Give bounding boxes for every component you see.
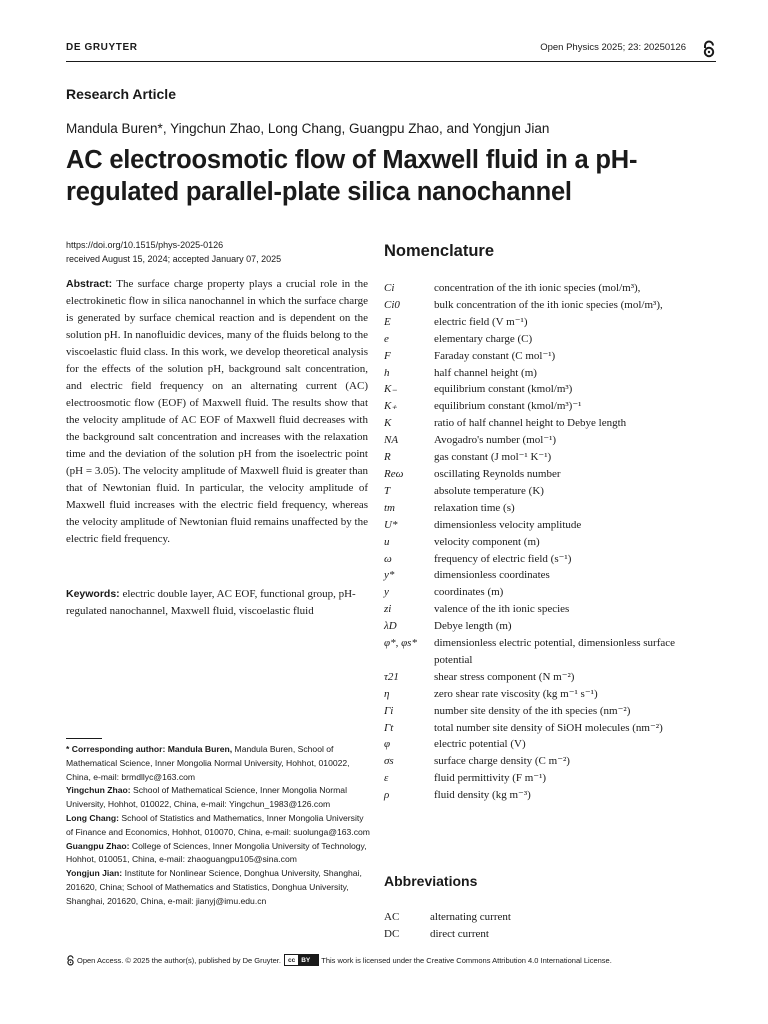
publisher-name: DE GRUYTER [66, 42, 138, 53]
nomenclature-definition: shear stress component (N m⁻²) [434, 670, 575, 683]
cc-badge-right: BY [298, 955, 318, 965]
cc-by-badge-icon[interactable] [284, 954, 319, 966]
nomenclature-item [384, 398, 704, 415]
nomenclature-item [384, 449, 704, 466]
nomenclature-item [384, 669, 704, 686]
author-list: Mandula Buren*, Yingchun Zhao, Long Chang, Guangpu Zhao, and Yongjun Jian [66, 121, 550, 136]
abbreviation-definition: direct current [430, 927, 489, 940]
nomenclature-definition: velocity component (m) [434, 535, 540, 548]
nomenclature-symbol: NA [384, 434, 399, 447]
nomenclature-definition: bulk concentration of the ith ionic species (mol/m³), [434, 298, 663, 311]
open-access-statement: Open Access. © 2025 the author(s), published by De Gruyter. [77, 955, 281, 965]
nomenclature-item [384, 297, 704, 314]
nomenclature-item [384, 500, 704, 517]
abbreviation-definition: alternating current [430, 911, 511, 923]
open-access-icon [702, 40, 716, 58]
nomenclature-symbol: tm [384, 501, 395, 514]
footnote-item: * Corresponding author: Mandula Buren, Mandula Buren, School of Mathematical Science, Inner Mongolia Normal University, Hohhot, 010022, China, e-mail: brmdllyc@163.com [66, 744, 350, 782]
nomenclature-item [384, 466, 704, 483]
nomenclature-definition: dimensionless coordinates [434, 569, 550, 582]
footnote-item: Guangpu Zhao: College of Sciences, Inner Mongolia University of Technology, Hohhot, 010051, China, e-mail: zhaoguangpu105@sina.com [66, 840, 367, 865]
nomenclature-definition: total number site density of SiOH molecules (nm⁻²) [434, 721, 663, 734]
nomenclature-symbol: K₋ [384, 383, 398, 396]
nomenclature-symbol: ε [384, 772, 389, 785]
nomenclature-item [384, 331, 704, 348]
author-affiliations [66, 743, 372, 909]
abbreviations-list [384, 909, 684, 942]
nomenclature-list [384, 280, 704, 804]
nomenclature-definition: equilibrium constant (kmol/m³)⁻¹ [434, 400, 582, 413]
nomenclature-symbol: Reω [384, 467, 404, 480]
keywords-text: electric double layer, AC EOF, functional group, pH-regulated nanochannel, Maxwell fluid, viscoelastic fluid [66, 588, 356, 617]
footnote-item: Yongjun Jian: Institute for Nonlinear Science, Donghua University, Shanghai, 201620, China; School of Mathematics and Statistics, Donghua University, Shanghai, 201620, China, e-mail: jianyj@imu.edu.cn [66, 868, 362, 906]
nomenclature-definition: Faraday constant (C mol⁻¹) [434, 349, 556, 362]
doi-link[interactable]: https://doi.org/10.1515/phys-2025-0126 [66, 240, 224, 250]
nomenclature-symbol: zi [384, 603, 392, 616]
nomenclature-item [384, 551, 704, 568]
nomenclature-symbol: K [384, 417, 392, 430]
nomenclature-symbol: λD [384, 620, 397, 633]
nomenclature-definition: surface charge density (C m⁻²) [434, 755, 570, 768]
license-statement: This work is licensed under the Creative Commons Attribution 4.0 International License. [321, 955, 612, 965]
abbreviation-item [384, 926, 684, 943]
nomenclature-item [384, 567, 704, 584]
nomenclature-symbol: e [384, 332, 389, 345]
nomenclature-symbol: y* [384, 569, 395, 582]
nomenclature-definition: concentration of the ith ionic species (mol/m³), [434, 282, 641, 294]
nomenclature-symbol: K₊ [384, 400, 398, 413]
nomenclature-item [384, 280, 704, 297]
license-footer [66, 954, 716, 966]
nomenclature-symbol: φ*, φs* [384, 637, 417, 650]
nomenclature-item [384, 415, 704, 432]
nomenclature-symbol: T [384, 484, 391, 497]
nomenclature-item [384, 753, 704, 770]
nomenclature-definition: dimensionless velocity amplitude [434, 518, 582, 531]
received-accepted-dates: received August 15, 2024; accepted January 07, 2025 [66, 254, 282, 264]
nomenclature-item [384, 635, 704, 669]
abstract [66, 276, 368, 548]
nomenclature-symbol: ρ [384, 789, 390, 802]
abstract-label: Abstract: [66, 278, 113, 290]
abstract-text: The surface charge property plays a crucial role in the electrokinetic flow in silica nanochannel in which the surface charge is generated by surface chemical reaction and is dependent on the solution pH. In nanofluidic devices, many of the fluids belong to the viscoelastic fluid class. In this work, we develop theoretical analysis for the effects of the solution pH, background salt concentration, and electric field frequency on an alternating current (AC) electroosmotic flow (EOF) of Maxwell fluid. The results show that the velocity amplitude of AC EOF of Maxwell fluid decreases with the background salt concentration and increases with the relaxation time and the deviation of the solution pH from the isoelectric point (pH = 3.05). The velocity amplitude of Maxwell fluid is greater than that of Newtonian fluid. In particular, the velocity amplitude of Maxwell fluid increases with the electric field frequency, whereas the velocity amplitude of Newtonian fluid remains unaffected by the electric field frequency. [66, 278, 368, 545]
nomenclature-symbol: F [384, 349, 391, 362]
nomenclature-item [384, 517, 704, 534]
nomenclature-item [384, 703, 704, 720]
open-access-icon [66, 955, 75, 966]
nomenclature-symbol: η [384, 687, 390, 700]
nomenclature-symbol: Ci [384, 282, 395, 294]
abbreviation-item [384, 909, 684, 926]
nomenclature-symbol: τ21 [384, 670, 399, 683]
nomenclature-definition: gas constant (J mol⁻¹ K⁻¹) [434, 451, 552, 464]
nomenclature-item [384, 618, 704, 635]
article-type: Research Article [66, 86, 176, 102]
nomenclature-definition: valence of the ith ionic species [434, 603, 570, 616]
nomenclature-item [384, 584, 704, 601]
nomenclature-symbol: E [384, 315, 391, 328]
nomenclature-definition: Debye length (m) [434, 620, 512, 633]
cc-badge-left: cc [285, 957, 298, 964]
footnote-item: Long Chang: School of Statistics and Mathematics, Inner Mongolia University of Finance and Economics, Hohhot, 010070, China, e-mail: suolunga@163.com [66, 812, 370, 837]
nomenclature-symbol: h [384, 366, 390, 379]
nomenclature-item [384, 720, 704, 737]
nomenclature-item [384, 534, 704, 551]
header-rule [66, 61, 716, 62]
nomenclature-item [384, 787, 704, 804]
nomenclature-heading: Nomenclature [384, 242, 495, 260]
footnote-item: Yingchun Zhao: School of Mathematical Science, Inner Mongolia Normal University, Hohhot, 010022, China, e-mail: Yingchun_1983@126.com [66, 785, 347, 810]
nomenclature-definition: coordinates (m) [434, 586, 504, 599]
nomenclature-definition: zero shear rate viscosity (kg m⁻¹ s⁻¹) [434, 687, 598, 700]
nomenclature-symbol: Γi [384, 704, 394, 717]
nomenclature-item [384, 686, 704, 703]
abbreviations-heading: Abbreviations [384, 873, 478, 889]
abbreviation-symbol: DC [384, 927, 400, 940]
nomenclature-definition: frequency of electric field (s⁻¹) [434, 552, 572, 565]
nomenclature-item [384, 483, 704, 500]
nomenclature-definition: absolute temperature (K) [434, 484, 544, 497]
nomenclature-item [384, 736, 704, 753]
nomenclature-symbol: y [384, 586, 389, 599]
nomenclature-definition: dimensionless electric potential, dimensionless surface potential [434, 637, 676, 666]
nomenclature-symbol: ω [384, 552, 392, 565]
nomenclature-symbol: Γt [384, 721, 394, 734]
nomenclature-definition: electric field (V m⁻¹) [434, 315, 528, 328]
nomenclature-definition: ratio of half channel height to Debye length [434, 417, 627, 430]
footnote-rule [66, 738, 102, 739]
nomenclature-item [384, 381, 704, 398]
nomenclature-definition: relaxation time (s) [434, 501, 515, 514]
nomenclature-symbol: σs [384, 755, 394, 768]
nomenclature-definition: equilibrium constant (kmol/m³) [434, 383, 573, 396]
nomenclature-item [384, 432, 704, 449]
nomenclature-item [384, 770, 704, 787]
journal-reference: Open Physics 2025; 23: 20250126 [540, 42, 686, 53]
nomenclature-symbol: Ci0 [384, 298, 400, 311]
nomenclature-item [384, 365, 704, 382]
nomenclature-definition: elementary charge (C) [434, 332, 533, 345]
nomenclature-definition: electric potential (V) [434, 738, 526, 751]
abbreviation-symbol: AC [384, 911, 400, 923]
nomenclature-symbol: U* [384, 518, 398, 531]
nomenclature-symbol: R [384, 451, 391, 464]
article-title: AC electroosmotic flow of Maxwell fluid in a pH-regulated parallel-plate silica nanochannel [66, 146, 638, 206]
nomenclature-definition: Avogadro's number (mol⁻¹) [434, 434, 557, 447]
nomenclature-definition: fluid permittivity (F m⁻¹) [434, 772, 547, 785]
nomenclature-definition: number site density of the ith species (nm⁻²) [434, 704, 631, 717]
nomenclature-symbol: u [384, 535, 390, 548]
nomenclature-definition: fluid density (kg m⁻³) [434, 789, 531, 802]
nomenclature-definition: half channel height (m) [434, 366, 537, 379]
nomenclature-definition: oscillating Reynolds number [434, 467, 561, 480]
nomenclature-symbol: φ [384, 738, 391, 751]
nomenclature-item [384, 348, 704, 365]
nomenclature-item [384, 314, 704, 331]
keywords-label: Keywords: [66, 588, 120, 600]
keywords [66, 586, 368, 620]
nomenclature-item [384, 601, 704, 618]
